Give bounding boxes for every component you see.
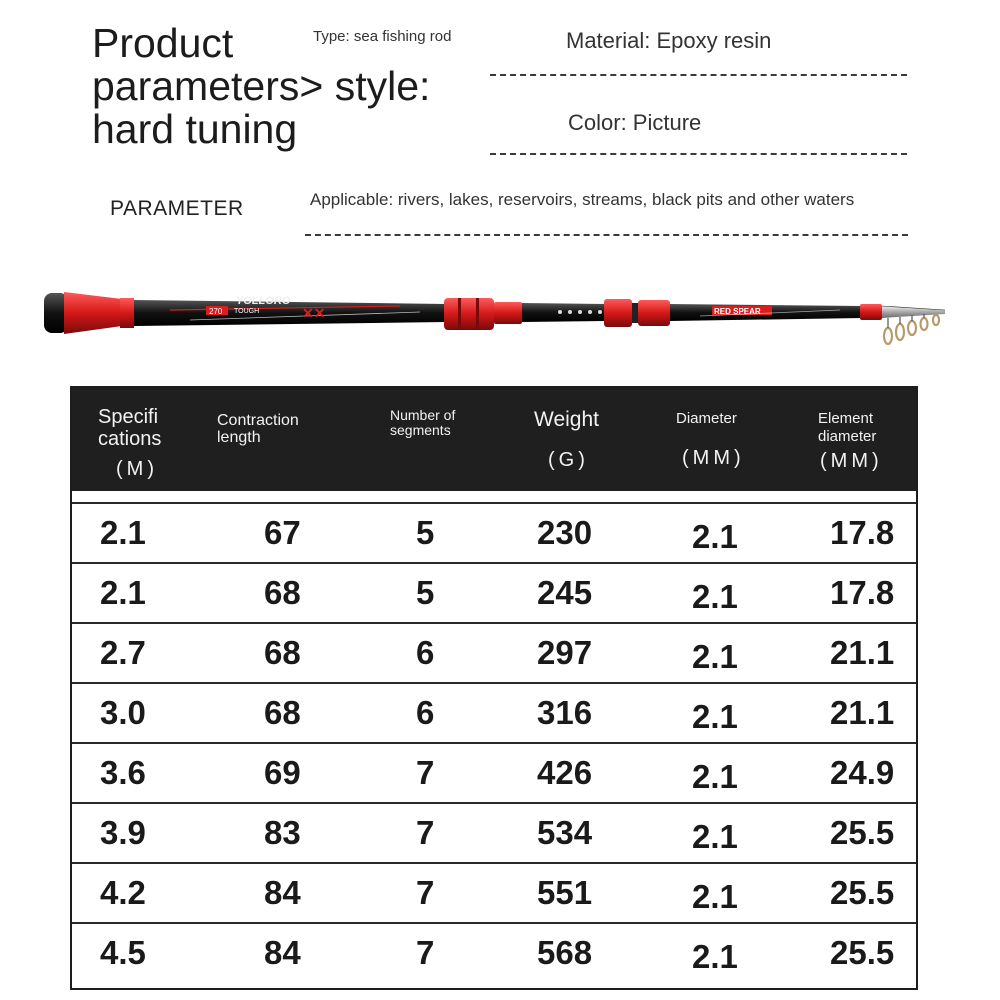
cell-spec: 3.9 <box>100 814 146 851</box>
table-row <box>72 502 916 562</box>
parameter-label: PARAMETER <box>110 197 244 220</box>
cell-segments: 7 <box>416 814 435 851</box>
cell-diameter: 2.1 <box>692 518 738 555</box>
cell-spec: 4.2 <box>100 874 146 911</box>
cell-contraction: 68 <box>264 574 301 611</box>
header-element-diameter: Element diameter (MM) <box>818 410 883 472</box>
cell-diameter: 2.1 <box>692 578 738 615</box>
cell-element-diameter: 25.5 <box>830 874 895 911</box>
table-row <box>72 742 916 802</box>
cell-diameter: 2.1 <box>692 938 738 975</box>
cell-segments: 6 <box>416 694 435 731</box>
cell-contraction: 68 <box>264 634 301 671</box>
divider-material <box>490 74 907 76</box>
cell-diameter: 2.1 <box>692 638 738 675</box>
material-text: Material: Epoxy resin <box>566 28 772 53</box>
cell-contraction: 84 <box>264 874 301 911</box>
table-row <box>72 682 916 742</box>
applicable-text: Applicable: rivers, lakes, reservoirs, streams, black pits and other waters <box>310 190 855 209</box>
cell-weight: 551 <box>537 874 593 911</box>
divider-color <box>490 153 907 155</box>
table-row <box>72 922 916 982</box>
cell-segments: 6 <box>416 634 435 671</box>
cell-spec: 2.1 <box>100 574 146 611</box>
cell-spec: 4.5 <box>100 934 146 971</box>
cell-element-diameter: 17.8 <box>830 514 895 551</box>
table-row <box>72 622 916 682</box>
cell-contraction: 67 <box>264 514 301 551</box>
cell-element-diameter: 17.8 <box>830 574 895 611</box>
color-text: Color: Picture <box>568 110 702 135</box>
cell-weight: 568 <box>537 934 593 971</box>
cell-segments: 5 <box>416 514 435 551</box>
header-number-of-segments: Number of segments <box>390 407 456 438</box>
cell-weight: 316 <box>537 694 593 731</box>
cell-spec: 2.1 <box>100 514 146 551</box>
header-weight: Weight (G) <box>534 408 599 471</box>
brand-text: YOLLORO <box>236 295 291 307</box>
length-badge-text: 270 <box>209 307 223 316</box>
cell-weight: 230 <box>537 514 593 551</box>
cell-contraction: 68 <box>264 694 301 731</box>
cell-spec: 3.0 <box>100 694 146 731</box>
cell-element-diameter: 25.5 <box>830 934 895 971</box>
header-contraction-length: Contraction length <box>217 412 299 446</box>
page-title: Product parameters> style: hard tuning <box>92 20 431 152</box>
fishing-rod-image <box>40 280 950 380</box>
cell-diameter: 2.1 <box>692 818 738 855</box>
cell-contraction: 69 <box>264 754 301 791</box>
table-header <box>72 388 916 491</box>
svg-text:✕✕: ✕✕ <box>302 305 326 321</box>
header-diameter: Diameter (MM) <box>676 410 745 469</box>
cell-element-diameter: 21.1 <box>830 634 895 671</box>
cell-segments: 7 <box>416 754 435 791</box>
cell-weight: 297 <box>537 634 593 671</box>
cell-segments: 7 <box>416 874 435 911</box>
header-specifications: Specifi cations (M) <box>98 406 162 480</box>
cell-segments: 7 <box>416 934 435 971</box>
cell-element-diameter: 25.5 <box>830 814 895 851</box>
cell-segments: 5 <box>416 574 435 611</box>
table-row <box>72 862 916 922</box>
cell-contraction: 83 <box>264 814 301 851</box>
cell-contraction: 84 <box>264 934 301 971</box>
logo-text: RED SPEAR <box>714 307 761 316</box>
cell-weight: 534 <box>537 814 593 851</box>
type-text: Type: sea fishing rod <box>313 28 452 45</box>
cell-weight: 426 <box>537 754 593 791</box>
cell-element-diameter: 24.9 <box>830 754 895 791</box>
cell-weight: 245 <box>537 574 593 611</box>
table-row <box>72 802 916 862</box>
cell-spec: 3.6 <box>100 754 146 791</box>
spec-table <box>70 386 918 990</box>
cell-spec: 2.7 <box>100 634 146 671</box>
cell-diameter: 2.1 <box>692 758 738 795</box>
cell-diameter: 2.1 <box>692 698 738 735</box>
table-row <box>72 562 916 622</box>
cell-element-diameter: 21.1 <box>830 694 895 731</box>
tough-text: TOUGH <box>234 308 260 315</box>
divider-applicable <box>305 234 908 236</box>
cell-diameter: 2.1 <box>692 878 738 915</box>
